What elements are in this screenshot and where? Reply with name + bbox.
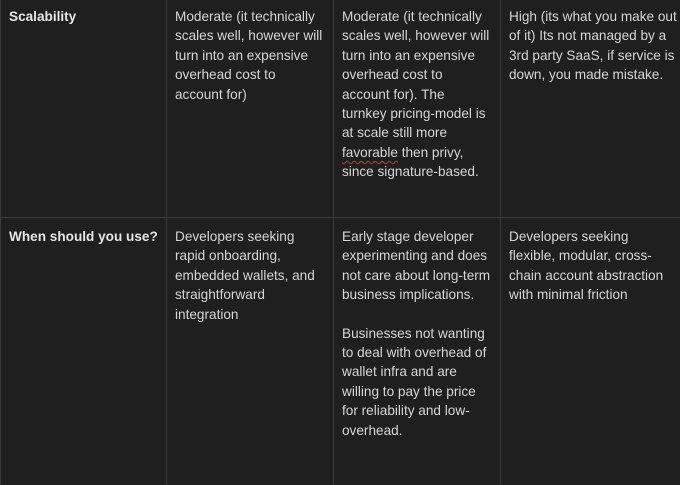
cell-text: Developers seeking flexible, modular, cross-chain account abstraction with minimal friction [509,229,664,303]
table-row-scalability [1,0,680,218]
table-cell [334,0,501,218]
row-header-label: Scalability [9,9,77,24]
cell-text-part: Moderate (it technically scales well, however will turn into an expensive overhead cost to account for). The turnkey pricing-model is at scale still more [342,9,490,141]
table-cell [167,218,334,485]
spellcheck-underlined-word[interactable]: favorable [342,144,398,160]
cell-text-part: then privy, since signature-based. [342,144,479,180]
table-cell [501,0,680,218]
table-cell [167,0,334,218]
cell-text: Developers seeking rapid onboarding, embedded wallets, and straightforward integration [175,229,315,322]
row-header-label: When should you use? [9,229,158,244]
table-cell [334,218,501,485]
cell-paragraph: Early stage developer experimenting and does not care about long-term business implications. [342,229,491,303]
cell-paragraph: Businesses not wanting to deal with overhead of wallet infra and are willing to pay the price for reliability and low-overhead. [342,325,487,438]
cell-text: Moderate (it technically scales well, however will turn into an expensive overhead cost to account for) [175,9,323,102]
row-header-when-to-use [1,218,167,485]
row-header-scalability [1,0,167,218]
table-cell [501,218,680,485]
cell-text [342,9,489,179]
cell-text: High (its what you make out of it) Its not managed by a 3rd party SaaS, if service is down, you made mistake. [509,9,677,83]
table-row-when-to-use [1,218,680,485]
